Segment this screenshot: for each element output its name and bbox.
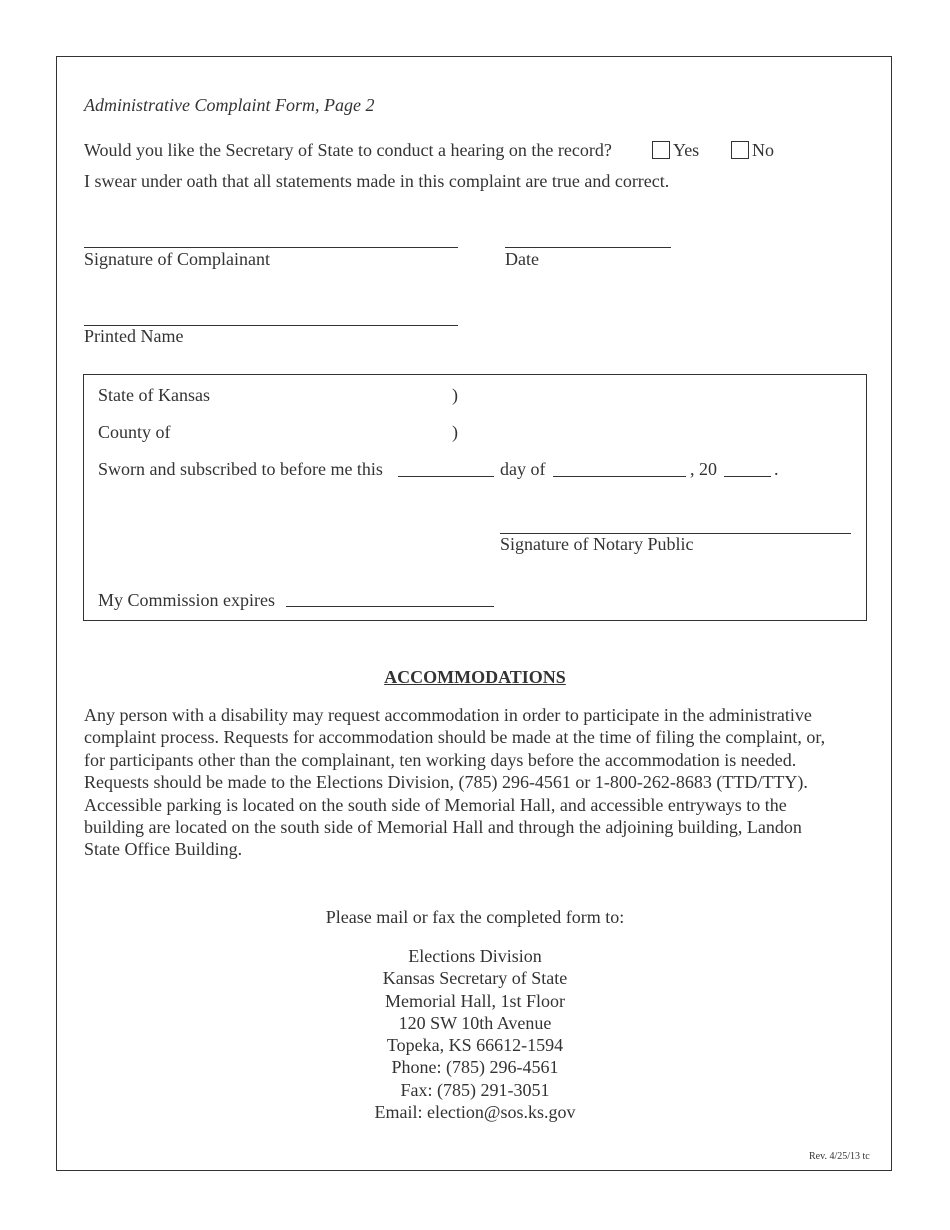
- address-line: Fax: (785) 291-3051: [400, 1079, 550, 1100]
- address-line: Elections Division: [408, 946, 542, 966]
- signature-line[interactable]: [84, 247, 458, 248]
- yes-label: Yes: [673, 140, 700, 160]
- signature-label: Signature of Complainant: [84, 249, 270, 269]
- sworn-prefix: Sworn and subscribed to before me this: [98, 459, 383, 479]
- notary-section: [83, 374, 867, 621]
- paragraph-line: Accessible parking is located on the south side of Memorial Hall, and accessible entryways to the: [84, 794, 787, 815]
- paragraph-line: Requests should be made to the Elections Division, (785) 296-4561 or 1-800-262-8683 (TTD/TTY).: [84, 772, 808, 793]
- sworn-period: .: [774, 459, 779, 479]
- address-line: Kansas Secretary of State: [382, 968, 568, 989]
- commission-label: My Commission expires: [98, 590, 276, 610]
- year-prefix: , 20: [690, 459, 717, 479]
- no-checkbox[interactable]: [731, 141, 749, 159]
- address-line: Topeka, KS 66612-1594: [386, 1035, 564, 1056]
- hearing-question: Would you like the Secretary of State to conduct a hearing on the record?: [84, 140, 612, 160]
- oath-statement: I swear under oath that all statements made in this complaint are true and correct.: [84, 171, 670, 191]
- accommodations-heading: ACCOMMODATIONS: [384, 667, 566, 687]
- revision-note: Rev. 4/25/13 tc: [809, 1151, 870, 1162]
- address-line: Phone: (785) 296-4561: [391, 1057, 559, 1078]
- paragraph-line: State Office Building.: [84, 839, 243, 860]
- form-title: Administrative Complaint Form, Page 2: [84, 95, 375, 115]
- no-label: No: [752, 140, 774, 160]
- paragraph-line: complaint process. Requests for accommodation should be made at the time of filing the complaint, or,: [84, 727, 826, 748]
- county-label: County of: [98, 422, 171, 442]
- date-line[interactable]: [505, 247, 671, 248]
- paragraph-line: building are located on the south side of Memorial Hall and through the adjoining building, Landon: [84, 817, 802, 838]
- sworn-month-line[interactable]: [553, 476, 686, 477]
- mailing-instruction: Please mail or fax the completed form to:: [325, 907, 625, 927]
- printed-name-label: Printed Name: [84, 326, 184, 346]
- email-line[interactable]: Email: election@sos.ks.gov: [374, 1102, 576, 1123]
- sworn-day-line[interactable]: [398, 476, 494, 477]
- mailing-address: [0, 945, 950, 1123]
- date-label: Date: [505, 249, 539, 269]
- county-paren: ): [452, 422, 458, 442]
- address-line: Memorial Hall, 1st Floor: [385, 990, 565, 1011]
- paragraph-line: Any person with a disability may request accommodation in order to participate in the administrative: [84, 705, 812, 725]
- commission-line[interactable]: [286, 606, 494, 607]
- hearing-option-no[interactable]: [731, 140, 774, 161]
- paragraph-line: for participants other than the complainant, ten working days before the accommodation is needed.: [84, 749, 797, 770]
- state-paren: ): [452, 385, 458, 405]
- accommodations-paragraph: [84, 704, 864, 861]
- notary-signature-label: Signature of Notary Public: [500, 534, 694, 554]
- sworn-year-line[interactable]: [724, 476, 771, 477]
- day-of-label: day of: [500, 459, 546, 479]
- yes-checkbox[interactable]: [652, 141, 670, 159]
- address-line: 120 SW 10th Avenue: [398, 1012, 552, 1033]
- state-label: State of Kansas: [98, 385, 210, 405]
- hearing-option-yes[interactable]: [652, 140, 699, 161]
